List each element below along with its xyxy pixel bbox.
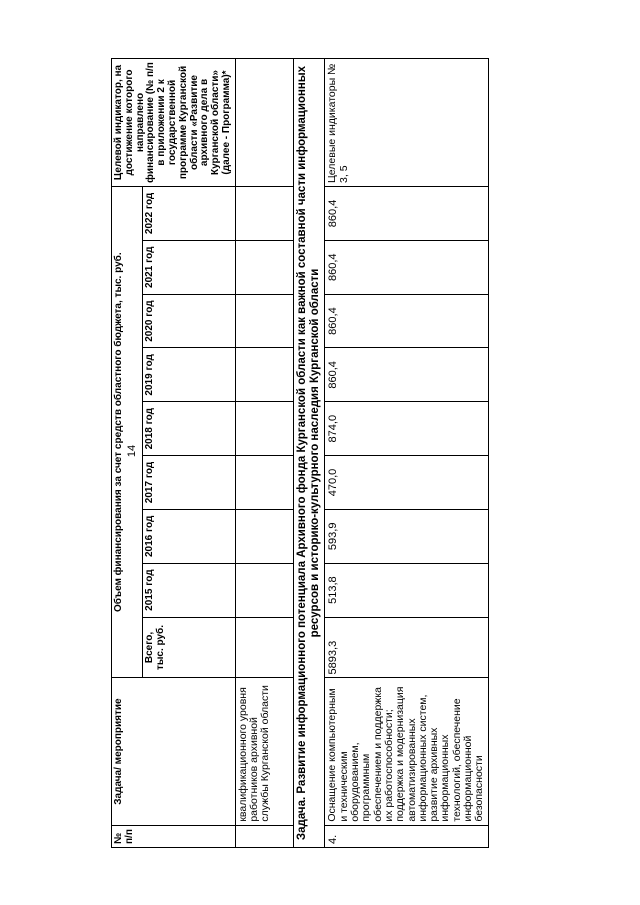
task-row — [293, 59, 324, 848]
item-value-2017: 470,0 — [325, 456, 489, 510]
empty-cell — [235, 617, 293, 678]
header-task: Задача/ мероприятие — [112, 678, 236, 825]
item-value-2021: 860,4 — [325, 240, 489, 294]
empty-cell — [235, 294, 293, 348]
continuation-task: квалификационного уровня работников архивной службы Курганской области — [235, 678, 293, 825]
empty-cell — [235, 59, 293, 187]
empty-cell — [235, 186, 293, 240]
empty-cell — [235, 509, 293, 563]
header-year-2019: 2019 год — [142, 348, 235, 402]
item-value-2019: 860,4 — [325, 348, 489, 402]
empty-cell — [235, 402, 293, 456]
task-heading: Задача. Развитие информационного потенциала Архивного фонда Курганской области как важной составной части информационных ресурсов и историко-культурного наследия Курганской области — [293, 59, 324, 848]
header-year-2016: 2016 год — [142, 509, 235, 563]
header-year-2018: 2018 год — [142, 402, 235, 456]
header-total: Всего, тыс. руб. — [142, 617, 235, 678]
item-task: Оснащение компьютерным и техническим оборудованием, программным обеспечением и поддержка их работоспособности; поддержка и модернизация автоматизированных информационных систем, развитие архивных информационных технологий, обеспечение информационной безопасности — [325, 678, 489, 825]
header-year-2017: 2017 год — [142, 456, 235, 510]
header-year-2022: 2022 год — [142, 186, 235, 240]
header-funding-group: Объем финансирования за счет средств областного бюджета, тыс. руб. — [112, 186, 143, 677]
continuation-row — [235, 59, 293, 848]
item-value-2022: 860,4 — [325, 186, 489, 240]
header-row-1 — [112, 59, 143, 848]
header-year-2020: 2020 год — [142, 294, 235, 348]
item-indicator: Целевые индикаторы № 3, 5 — [325, 59, 489, 187]
header-no: № п/п — [112, 825, 236, 847]
item-row — [325, 59, 489, 848]
continuation-no — [235, 825, 293, 847]
empty-cell — [235, 240, 293, 294]
item-value-2020: 860,4 — [325, 294, 489, 348]
rotated-table-page — [111, 58, 486, 848]
page-number: 14 — [126, 444, 138, 458]
item-no: 4. — [325, 825, 489, 847]
item-value-2018: 874,0 — [325, 402, 489, 456]
header-indicator: Целевой индикатор, на достижение которого направлено финансирование (№ п/п в приложении 2 к государственной программе Курганской области «Развитие архивного дела в Курганской области» (далее - Программа)* — [112, 59, 236, 187]
empty-cell — [235, 563, 293, 617]
header-year-2015: 2015 год — [142, 563, 235, 617]
empty-cell — [235, 456, 293, 510]
empty-cell — [235, 348, 293, 402]
header-year-2021: 2021 год — [142, 240, 235, 294]
item-value-2015: 513,8 — [325, 563, 489, 617]
item-total: 5893,3 — [325, 617, 489, 678]
funding-table — [111, 58, 489, 848]
item-value-2016: 593,9 — [325, 509, 489, 563]
